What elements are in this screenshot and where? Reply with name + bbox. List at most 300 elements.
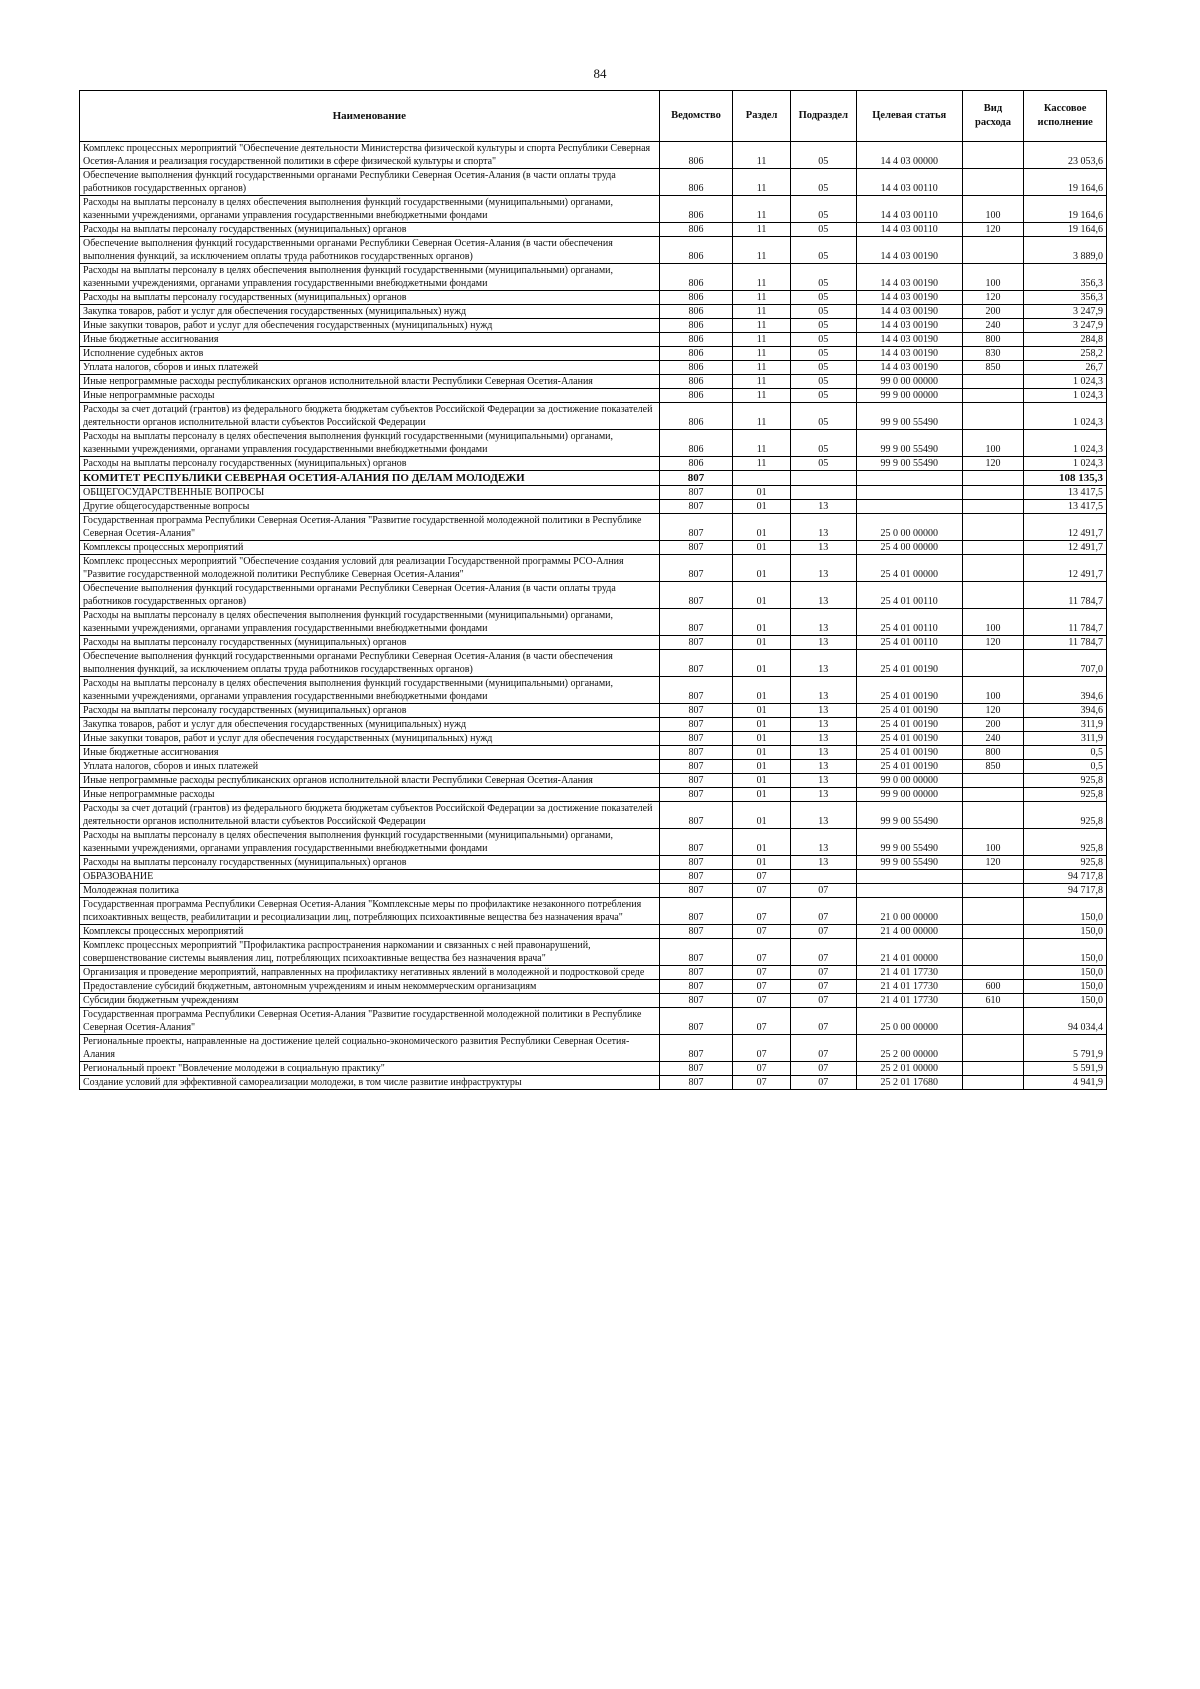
cell-target: 99 9 00 55490	[856, 829, 962, 856]
cell-razdel: 11	[733, 291, 790, 305]
table-row	[80, 760, 1107, 774]
cell-target: 25 2 01 00000	[856, 1062, 962, 1076]
cell-amount: 12 491,7	[1024, 541, 1107, 555]
cell-target: 99 9 00 00000	[856, 788, 962, 802]
cell-name: Государственная программа Республики Северная Осетия-Алания "Комплексные меры по профилактике незаконного потребления психоактивных веществ, реабилитации и ресоциализации лиц, потребляющих психоактивные вещества без назначения врача"	[80, 898, 660, 925]
cell-podrazdel: 13	[790, 636, 856, 650]
cell-vid: 200	[962, 305, 1024, 319]
cell-razdel: 11	[733, 223, 790, 237]
cell-podrazdel: 05	[790, 403, 856, 430]
cell-vedomstvo: 806	[659, 430, 733, 457]
cell-razdel: 01	[733, 582, 790, 609]
table-row	[80, 403, 1107, 430]
cell-target	[856, 884, 962, 898]
cell-razdel: 01	[733, 788, 790, 802]
cell-target: 99 9 00 55490	[856, 430, 962, 457]
table-row	[80, 1035, 1107, 1062]
cell-target: 21 4 00 00000	[856, 925, 962, 939]
cell-vid: 200	[962, 718, 1024, 732]
table-row	[80, 389, 1107, 403]
cell-name: КОМИТЕТ РЕСПУБЛИКИ СЕВЕРНАЯ ОСЕТИЯ-АЛАНИЯ ПО ДЕЛАМ МОЛОДЕЖИ	[80, 471, 660, 486]
cell-podrazdel: 07	[790, 980, 856, 994]
cell-razdel: 07	[733, 994, 790, 1008]
cell-razdel: 01	[733, 829, 790, 856]
table-row	[80, 718, 1107, 732]
cell-podrazdel: 07	[790, 939, 856, 966]
cell-target	[856, 471, 962, 486]
cell-target: 14 4 03 00110	[856, 223, 962, 237]
cell-podrazdel: 13	[790, 732, 856, 746]
cell-razdel: 07	[733, 898, 790, 925]
cell-vid: 100	[962, 264, 1024, 291]
cell-vid	[962, 389, 1024, 403]
cell-target: 14 4 03 00190	[856, 237, 962, 264]
cell-vedomstvo: 807	[659, 704, 733, 718]
cell-amount: 3 247,9	[1024, 305, 1107, 319]
table-row	[80, 237, 1107, 264]
cell-podrazdel: 05	[790, 333, 856, 347]
cell-vedomstvo: 807	[659, 636, 733, 650]
cell-vedomstvo: 807	[659, 829, 733, 856]
cell-razdel: 11	[733, 169, 790, 196]
cell-vid: 610	[962, 994, 1024, 1008]
cell-amount: 23 053,6	[1024, 142, 1107, 169]
cell-vid	[962, 925, 1024, 939]
cell-name: Обеспечение выполнения функций государственными органами Республики Северная Осетия-Алания (в части оплаты труда работников государственных органов)	[80, 582, 660, 609]
table-row	[80, 980, 1107, 994]
cell-amount: 4 941,9	[1024, 1076, 1107, 1090]
cell-razdel: 11	[733, 264, 790, 291]
cell-podrazdel	[790, 486, 856, 500]
cell-vid: 600	[962, 980, 1024, 994]
cell-name: Предоставление субсидий бюджетным, автономным учреждениям и иным некоммерческим организациям	[80, 980, 660, 994]
cell-vid	[962, 403, 1024, 430]
cell-vid	[962, 966, 1024, 980]
cell-amount: 150,0	[1024, 994, 1107, 1008]
cell-amount: 707,0	[1024, 650, 1107, 677]
cell-name: Обеспечение выполнения функций государственными органами Республики Северная Осетия-Алания (в части обеспечения выполнения функций, за исключением оплаты труда работников государственных органов)	[80, 650, 660, 677]
cell-target: 14 4 03 00000	[856, 142, 962, 169]
table-row	[80, 169, 1107, 196]
table-row	[80, 457, 1107, 471]
cell-name: Расходы на выплаты персоналу в целях обеспечения выполнения функций государственными (муниципальными) органами, казенными учреждениями, органами управления государственными внебюджетными фондами	[80, 196, 660, 223]
cell-amount: 11 784,7	[1024, 582, 1107, 609]
cell-podrazdel: 05	[790, 291, 856, 305]
cell-name: Расходы на выплаты персоналу в целях обеспечения выполнения функций государственными (муниципальными) органами, казенными учреждениями, органами управления государственными внебюджетными фондами	[80, 430, 660, 457]
cell-vedomstvo: 806	[659, 347, 733, 361]
cell-target: 21 4 01 00000	[856, 939, 962, 966]
cell-podrazdel: 13	[790, 788, 856, 802]
cell-name: Расходы за счет дотаций (грантов) из федерального бюджета бюджетам субъектов Российской Федерации за достижение показателей деятельности органов исполнительной власти субъектов Российской Федерации	[80, 802, 660, 829]
table-row	[80, 333, 1107, 347]
cell-podrazdel: 05	[790, 375, 856, 389]
cell-target: 14 4 03 00190	[856, 264, 962, 291]
cell-razdel: 01	[733, 732, 790, 746]
cell-amount: 94 717,8	[1024, 884, 1107, 898]
cell-vid: 240	[962, 732, 1024, 746]
cell-razdel: 11	[733, 375, 790, 389]
table-row	[80, 677, 1107, 704]
cell-amount: 5 591,9	[1024, 1062, 1107, 1076]
table-row	[80, 870, 1107, 884]
table-row	[80, 636, 1107, 650]
cell-vedomstvo: 806	[659, 223, 733, 237]
cell-name: Расходы на выплаты персоналу в целях обеспечения выполнения функций государственными (муниципальными) органами, казенными учреждениями, органами управления государственными внебюджетными фондами	[80, 264, 660, 291]
cell-amount: 12 491,7	[1024, 555, 1107, 582]
table-row	[80, 856, 1107, 870]
table-row	[80, 196, 1107, 223]
table-row	[80, 264, 1107, 291]
table-row	[80, 966, 1107, 980]
cell-razdel: 07	[733, 884, 790, 898]
cell-name: Иные закупки товаров, работ и услуг для обеспечения государственных (муниципальных) нужд	[80, 732, 660, 746]
cell-name: Комплекс процессных мероприятий "Обеспечение создания условий для реализации Государственной программы РСО-Алния "Развитие государственной молодежной политики Республике Северная Осетия-Алания"	[80, 555, 660, 582]
cell-amount: 150,0	[1024, 980, 1107, 994]
cell-target: 25 4 01 00110	[856, 636, 962, 650]
cell-podrazdel: 13	[790, 582, 856, 609]
cell-vid	[962, 582, 1024, 609]
cell-amount: 0,5	[1024, 760, 1107, 774]
cell-amount: 13 417,5	[1024, 500, 1107, 514]
cell-name: Субсидии бюджетным учреждениям	[80, 994, 660, 1008]
cell-name: Иные непрограммные расходы	[80, 788, 660, 802]
cell-vid	[962, 650, 1024, 677]
cell-vedomstvo: 806	[659, 389, 733, 403]
cell-razdel: 01	[733, 760, 790, 774]
table-row	[80, 305, 1107, 319]
cell-vedomstvo: 807	[659, 609, 733, 636]
cell-vid	[962, 802, 1024, 829]
cell-podrazdel: 05	[790, 361, 856, 375]
cell-podrazdel	[790, 471, 856, 486]
table-row	[80, 361, 1107, 375]
cell-vid	[962, 500, 1024, 514]
cell-vedomstvo: 807	[659, 500, 733, 514]
cell-vedomstvo: 807	[659, 939, 733, 966]
budget-table	[79, 90, 1107, 1090]
cell-vid	[962, 514, 1024, 541]
cell-vedomstvo: 807	[659, 541, 733, 555]
cell-amount: 356,3	[1024, 291, 1107, 305]
cell-target: 21 0 00 00000	[856, 898, 962, 925]
table-row	[80, 650, 1107, 677]
cell-razdel: 11	[733, 403, 790, 430]
cell-vid	[962, 555, 1024, 582]
cell-target: 25 0 00 00000	[856, 1008, 962, 1035]
table-row	[80, 430, 1107, 457]
cell-name: Иные бюджетные ассигнования	[80, 333, 660, 347]
cell-vedomstvo: 807	[659, 1062, 733, 1076]
cell-vid: 120	[962, 457, 1024, 471]
cell-target: 25 4 01 00000	[856, 555, 962, 582]
cell-podrazdel: 13	[790, 500, 856, 514]
cell-target: 14 4 03 00190	[856, 291, 962, 305]
cell-name: Уплата налогов, сборов и иных платежей	[80, 361, 660, 375]
cell-podrazdel: 13	[790, 514, 856, 541]
cell-vedomstvo: 807	[659, 746, 733, 760]
cell-target: 25 4 01 00190	[856, 732, 962, 746]
cell-name: Иные бюджетные ассигнования	[80, 746, 660, 760]
cell-vid: 120	[962, 223, 1024, 237]
cell-name: Расходы на выплаты персоналу государственных (муниципальных) органов	[80, 636, 660, 650]
table-row	[80, 732, 1107, 746]
cell-amount: 5 791,9	[1024, 1035, 1107, 1062]
table-row	[80, 142, 1107, 169]
cell-razdel: 07	[733, 1035, 790, 1062]
cell-podrazdel: 07	[790, 1076, 856, 1090]
cell-podrazdel: 07	[790, 1008, 856, 1035]
cell-name: Расходы на выплаты персоналу государственных (муниципальных) органов	[80, 291, 660, 305]
cell-amount: 925,8	[1024, 829, 1107, 856]
cell-razdel: 07	[733, 1008, 790, 1035]
cell-name: Расходы на выплаты персоналу государственных (муниципальных) органов	[80, 457, 660, 471]
table-row	[80, 925, 1107, 939]
cell-name: Уплата налогов, сборов и иных платежей	[80, 760, 660, 774]
cell-name: Иные непрограммные расходы республиканских органов исполнительной власти Республики Северная Осетия-Алания	[80, 774, 660, 788]
cell-vedomstvo: 807	[659, 870, 733, 884]
cell-target: 25 4 01 00110	[856, 609, 962, 636]
cell-podrazdel: 05	[790, 196, 856, 223]
header-razdel: Раздел	[733, 91, 790, 142]
cell-name: Государственная программа Республики Северная Осетия-Алания "Развитие государственной молодежной политики в Республике Северная Осетия-Алания"	[80, 1008, 660, 1035]
cell-target: 21 4 01 17730	[856, 966, 962, 980]
cell-razdel: 07	[733, 966, 790, 980]
cell-vedomstvo: 807	[659, 966, 733, 980]
cell-target: 25 2 01 17680	[856, 1076, 962, 1090]
cell-razdel: 01	[733, 774, 790, 788]
table-row	[80, 375, 1107, 389]
cell-podrazdel: 13	[790, 541, 856, 555]
cell-vid: 100	[962, 829, 1024, 856]
cell-vedomstvo: 807	[659, 788, 733, 802]
cell-amount: 925,8	[1024, 788, 1107, 802]
cell-vedomstvo: 807	[659, 1008, 733, 1035]
cell-target	[856, 486, 962, 500]
cell-vedomstvo: 807	[659, 555, 733, 582]
cell-amount: 150,0	[1024, 939, 1107, 966]
cell-vedomstvo: 807	[659, 486, 733, 500]
cell-vid: 830	[962, 347, 1024, 361]
cell-target: 14 4 03 00110	[856, 169, 962, 196]
cell-target: 99 9 00 55490	[856, 457, 962, 471]
cell-razdel: 01	[733, 500, 790, 514]
cell-podrazdel: 05	[790, 223, 856, 237]
cell-podrazdel: 13	[790, 856, 856, 870]
cell-amount: 12 491,7	[1024, 514, 1107, 541]
cell-vid: 100	[962, 677, 1024, 704]
cell-podrazdel: 07	[790, 925, 856, 939]
cell-name: Комплексы процессных мероприятий	[80, 925, 660, 939]
cell-target: 25 4 01 00190	[856, 704, 962, 718]
table-row	[80, 541, 1107, 555]
cell-podrazdel: 07	[790, 966, 856, 980]
cell-vid	[962, 788, 1024, 802]
cell-razdel: 01	[733, 609, 790, 636]
cell-podrazdel: 05	[790, 430, 856, 457]
table-row	[80, 939, 1107, 966]
cell-vid	[962, 375, 1024, 389]
cell-name: Иные непрограммные расходы	[80, 389, 660, 403]
table-row	[80, 788, 1107, 802]
cell-name: Расходы на выплаты персоналу в целях обеспечения выполнения функций государственными (муниципальными) органами, казенными учреждениями, органами управления государственными внебюджетными фондами	[80, 609, 660, 636]
cell-podrazdel: 13	[790, 718, 856, 732]
cell-amount: 94 034,4	[1024, 1008, 1107, 1035]
cell-vedomstvo: 807	[659, 650, 733, 677]
cell-vedomstvo: 807	[659, 732, 733, 746]
cell-target: 99 9 00 00000	[856, 389, 962, 403]
cell-target: 25 4 01 00190	[856, 677, 962, 704]
cell-podrazdel: 05	[790, 319, 856, 333]
cell-podrazdel: 05	[790, 264, 856, 291]
cell-podrazdel: 05	[790, 389, 856, 403]
cell-name: Комплекс процессных мероприятий "Профилактика распространения наркомании и связанных с ней правонарушений, совершенствование системы выявления лиц, потребляющих психоактивные вещества без назначения врача"	[80, 939, 660, 966]
cell-amount: 1 024,3	[1024, 403, 1107, 430]
cell-podrazdel: 05	[790, 169, 856, 196]
table-row	[80, 471, 1107, 486]
cell-razdel: 01	[733, 650, 790, 677]
cell-razdel: 01	[733, 856, 790, 870]
table-body	[80, 142, 1107, 1090]
cell-podrazdel: 13	[790, 774, 856, 788]
cell-vid	[962, 870, 1024, 884]
cell-razdel: 01	[733, 555, 790, 582]
cell-name: Иные непрограммные расходы республиканских органов исполнительной власти Республики Северная Осетия-Алания	[80, 375, 660, 389]
cell-vid: 120	[962, 636, 1024, 650]
cell-target: 25 4 01 00190	[856, 718, 962, 732]
cell-name: Иные закупки товаров, работ и услуг для обеспечения государственных (муниципальных) нужд	[80, 319, 660, 333]
cell-vedomstvo: 807	[659, 1035, 733, 1062]
header-amount: Кассовое исполнение	[1024, 91, 1107, 142]
cell-razdel: 11	[733, 457, 790, 471]
cell-razdel: 11	[733, 319, 790, 333]
cell-vid: 120	[962, 704, 1024, 718]
cell-amount: 1 024,3	[1024, 457, 1107, 471]
cell-name: Расходы за счет дотаций (грантов) из федерального бюджета бюджетам субъектов Российской Федерации за достижение показателей деятельности органов исполнительной власти субъектов Российской Федерации	[80, 403, 660, 430]
cell-vedomstvo: 806	[659, 264, 733, 291]
cell-vid	[962, 1008, 1024, 1035]
cell-vedomstvo: 807	[659, 471, 733, 486]
cell-amount: 108 135,3	[1024, 471, 1107, 486]
cell-razdel: 07	[733, 980, 790, 994]
cell-razdel: 01	[733, 704, 790, 718]
cell-vid	[962, 898, 1024, 925]
cell-target: 99 9 00 55490	[856, 856, 962, 870]
cell-name: Организация и проведение мероприятий, направленных на профилактику негативных явлений в молодежной и подростковой среде	[80, 966, 660, 980]
cell-amount: 925,8	[1024, 856, 1107, 870]
cell-amount: 311,9	[1024, 718, 1107, 732]
cell-target: 25 4 01 00190	[856, 760, 962, 774]
cell-name: Государственная программа Республики Северная Осетия-Алания "Развитие государственной молодежной политики в Республике Северная Осетия-Алания"	[80, 514, 660, 541]
cell-amount: 356,3	[1024, 264, 1107, 291]
cell-name: Комплексы процессных мероприятий	[80, 541, 660, 555]
cell-razdel: 07	[733, 925, 790, 939]
cell-amount: 94 717,8	[1024, 870, 1107, 884]
cell-target: 21 4 01 17730	[856, 980, 962, 994]
cell-vid: 120	[962, 291, 1024, 305]
cell-vid	[962, 939, 1024, 966]
cell-name: Молодежная политика	[80, 884, 660, 898]
cell-amount: 1 024,3	[1024, 375, 1107, 389]
cell-amount: 311,9	[1024, 732, 1107, 746]
cell-vid	[962, 1076, 1024, 1090]
header-vid: Вид расхода	[962, 91, 1024, 142]
cell-podrazdel: 07	[790, 994, 856, 1008]
cell-amount: 19 164,6	[1024, 223, 1107, 237]
cell-razdel: 01	[733, 802, 790, 829]
table-row	[80, 319, 1107, 333]
cell-vedomstvo: 807	[659, 980, 733, 994]
cell-target: 99 9 00 55490	[856, 403, 962, 430]
table-row	[80, 746, 1107, 760]
cell-target: 14 4 03 00190	[856, 347, 962, 361]
cell-vid	[962, 169, 1024, 196]
cell-target: 14 4 03 00190	[856, 361, 962, 375]
cell-podrazdel: 13	[790, 650, 856, 677]
cell-amount: 284,8	[1024, 333, 1107, 347]
cell-vid: 100	[962, 609, 1024, 636]
cell-vedomstvo: 807	[659, 856, 733, 870]
cell-podrazdel	[790, 870, 856, 884]
cell-target: 25 4 00 00000	[856, 541, 962, 555]
cell-podrazdel: 05	[790, 347, 856, 361]
cell-vedomstvo: 807	[659, 760, 733, 774]
cell-vedomstvo: 806	[659, 319, 733, 333]
header-name: Наименование	[80, 91, 660, 142]
cell-name: Расходы на выплаты персоналу государственных (муниципальных) органов	[80, 223, 660, 237]
cell-target: 14 4 03 00190	[856, 305, 962, 319]
cell-vedomstvo: 806	[659, 196, 733, 223]
cell-vid: 850	[962, 361, 1024, 375]
cell-amount: 150,0	[1024, 966, 1107, 980]
cell-vid	[962, 774, 1024, 788]
cell-name: Комплекс процессных мероприятий "Обеспечение деятельности Министерства физической культуры и спорта Республики Северная Осетия-Алания и реализация государственной политики в сфере физической культуры и спорта"	[80, 142, 660, 169]
cell-name: Региональные проекты, направленные на достижение целей социально-экономического развития Республики Северная Осетия-Алания	[80, 1035, 660, 1062]
table-row	[80, 223, 1107, 237]
cell-razdel: 11	[733, 237, 790, 264]
table-row	[80, 802, 1107, 829]
table-row	[80, 774, 1107, 788]
cell-name: ОБЩЕГОСУДАРСТВЕННЫЕ ВОПРОСЫ	[80, 486, 660, 500]
cell-amount: 925,8	[1024, 802, 1107, 829]
cell-amount: 925,8	[1024, 774, 1107, 788]
cell-target: 99 0 00 00000	[856, 774, 962, 788]
cell-vedomstvo: 807	[659, 774, 733, 788]
cell-podrazdel: 13	[790, 802, 856, 829]
cell-vid	[962, 541, 1024, 555]
cell-amount: 13 417,5	[1024, 486, 1107, 500]
cell-podrazdel: 13	[790, 760, 856, 774]
cell-amount: 0,5	[1024, 746, 1107, 760]
cell-razdel: 01	[733, 541, 790, 555]
table-row	[80, 884, 1107, 898]
cell-name: ОБРАЗОВАНИЕ	[80, 870, 660, 884]
cell-vedomstvo: 806	[659, 291, 733, 305]
table-row	[80, 555, 1107, 582]
cell-amount: 19 164,6	[1024, 169, 1107, 196]
cell-razdel: 01	[733, 718, 790, 732]
cell-vid	[962, 142, 1024, 169]
table-row	[80, 898, 1107, 925]
cell-target: 25 2 00 00000	[856, 1035, 962, 1062]
cell-razdel: 11	[733, 196, 790, 223]
cell-vedomstvo: 806	[659, 237, 733, 264]
cell-razdel: 07	[733, 939, 790, 966]
cell-name: Создание условий для эффективной самореализации молодежи, в том числе развитие инфраструктуры	[80, 1076, 660, 1090]
table-row	[80, 1008, 1107, 1035]
cell-target: 14 4 03 00190	[856, 319, 962, 333]
page-number: 84	[593, 66, 607, 81]
table-row	[80, 829, 1107, 856]
